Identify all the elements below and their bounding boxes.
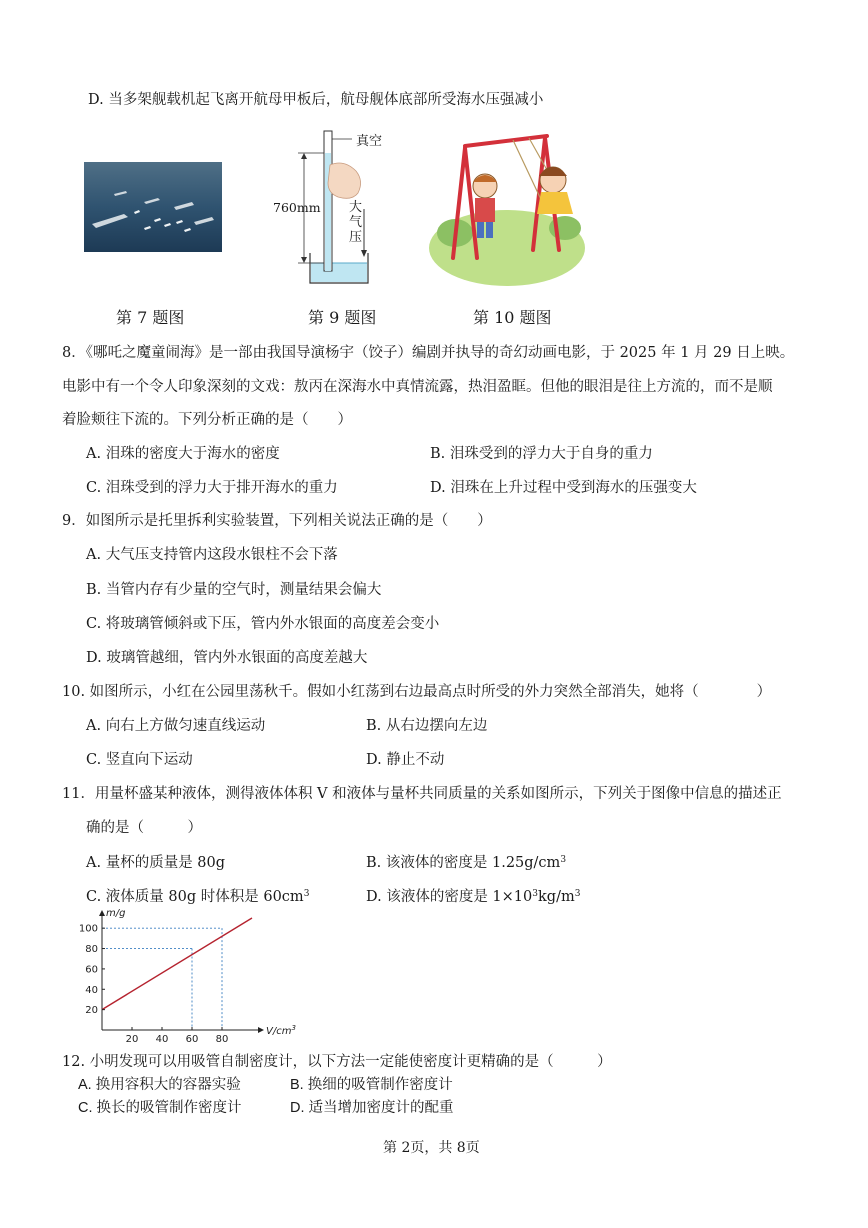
- q9-stem: 9．如图所示是托里拆利实验装置，下列相关说法正确的是（ ）: [62, 513, 492, 529]
- x-tick-label: 20: [125, 1034, 139, 1045]
- q11-stem-line1: 11．用量杯盛某种液体，测得液体体积 V 和液体与量杯共同质量的关系如图所示，下列关于图像中信息的描述正: [62, 786, 782, 802]
- y-tick-label: 20: [85, 1005, 98, 1017]
- atm-label-1: 大: [349, 200, 363, 215]
- y-tick-label: 40: [85, 984, 98, 996]
- x-tick-label: 80: [215, 1034, 229, 1045]
- x-tick-label: 60: [185, 1034, 199, 1045]
- x-axis-arrow: [258, 1027, 264, 1033]
- fig9-caption: 第 9 题图: [308, 308, 377, 327]
- q12-option-b: B. 换细的吸管制作密度计: [290, 1077, 453, 1093]
- q8-option-d: D. 泪珠在上升过程中受到海水的压强变大: [430, 480, 697, 496]
- q8-stem-line2: 电影中有一个令人印象深刻的文戏：敖丙在深海水中真情流露，热泪盈眶。但他的眼泪是往上方流的，而不是顺: [62, 379, 773, 395]
- height-760mm-label: 760mm: [273, 200, 321, 215]
- q8-stem-line3: 着脸颊往下流的。下列分析正确的是（ ）: [62, 412, 352, 428]
- q12-option-a: A. 换用容积大的容器实验: [78, 1077, 241, 1093]
- q9-option-c: C. 将玻璃管倾斜或下压，管内外水银面的高度差会变小: [86, 616, 440, 632]
- fig7-caption: 第 7 题图: [116, 308, 185, 327]
- q8-stem-line1: 8．《哪吒之魔童闹海》是一部由我国导演杨宇（饺子）编剧并执导的奇幻动画电影，于 2025 年 1 月 29 日上映。: [62, 345, 795, 361]
- q12-option-d: D. 适当增加密度计的配重: [290, 1100, 454, 1116]
- y-tick-label: 100: [78, 923, 98, 935]
- fig10-caption: 第 10 题图: [473, 308, 552, 327]
- q8-option-a: A. 泪珠的密度大于海水的密度: [86, 446, 280, 462]
- q11-option-d: D. 该液体的密度是 $1\times 10^3kg/m^3$: [366, 889, 581, 905]
- q10-option-d: D. 静止不动: [366, 752, 445, 768]
- chart-x-axis-label: $V/cm^3$: [266, 1024, 296, 1037]
- atm-label-2: 气: [349, 215, 363, 230]
- q10-option-a: A. 向右上方做匀速直线运动: [86, 718, 266, 734]
- chart-y-axis-label: m/g: [106, 908, 126, 919]
- q9-option-d: D. 玻璃管越细，管内外水银面的高度差越大: [86, 650, 368, 666]
- vacuum-label: 真空: [356, 134, 383, 149]
- series-line: [102, 918, 252, 1010]
- q12-stem: 12. 小明发现可以用吸管自制密度计，以下方法一定能使密度计更精确的是（ ）: [62, 1054, 612, 1070]
- y-tick-label: 60: [85, 964, 98, 976]
- page-footer: 第 2页，共 8页: [383, 1140, 480, 1156]
- q11-option-b: B. 该液体的密度是 $1.25g/cm^3$: [366, 855, 567, 871]
- q11-option-c: C. 液体质量 80g 时体积是 $60cm^3$: [86, 889, 310, 905]
- y-tick-label: 80: [85, 944, 98, 956]
- q8-option-b: B. 泪珠受到的浮力大于自身的重力: [430, 446, 653, 462]
- q11-stem-line2: 确的是（ ）: [86, 820, 202, 836]
- q7-option-d: D. 当多架舰载机起飞离开航母甲板后，航母舰体底部所受海水压强减小: [88, 92, 544, 108]
- carrier-fleet-image: [84, 162, 222, 252]
- q10-option-b: B. 从右边摆向左边: [366, 718, 488, 734]
- q11-option-a: A. 量杯的质量是 80g: [86, 855, 226, 871]
- y-axis-arrow: [99, 910, 105, 916]
- atm-label-3: 压: [349, 230, 363, 245]
- q9-option-b: B. 当管内存有少量的空气时，测量结果会偏大: [86, 582, 382, 598]
- q8-option-c: C. 泪珠受到的浮力大于排开海水的重力: [86, 480, 338, 496]
- mass-volume-chart: [70, 908, 296, 1045]
- q9-option-a: A. 大气压支持管内这段水银柱不会下落: [86, 547, 338, 563]
- swing-illustration: [425, 128, 585, 288]
- x-tick-label: 40: [155, 1034, 169, 1045]
- q10-stem: 10. 如图所示，小红在公园里荡秋千。假如小红荡到右边最高点时所受的外力突然全部消失，她将（ ）: [62, 684, 772, 700]
- q12-option-c: C. 换长的吸管制作密度计: [78, 1100, 242, 1116]
- q10-option-c: C. 竖直向下运动: [86, 752, 193, 768]
